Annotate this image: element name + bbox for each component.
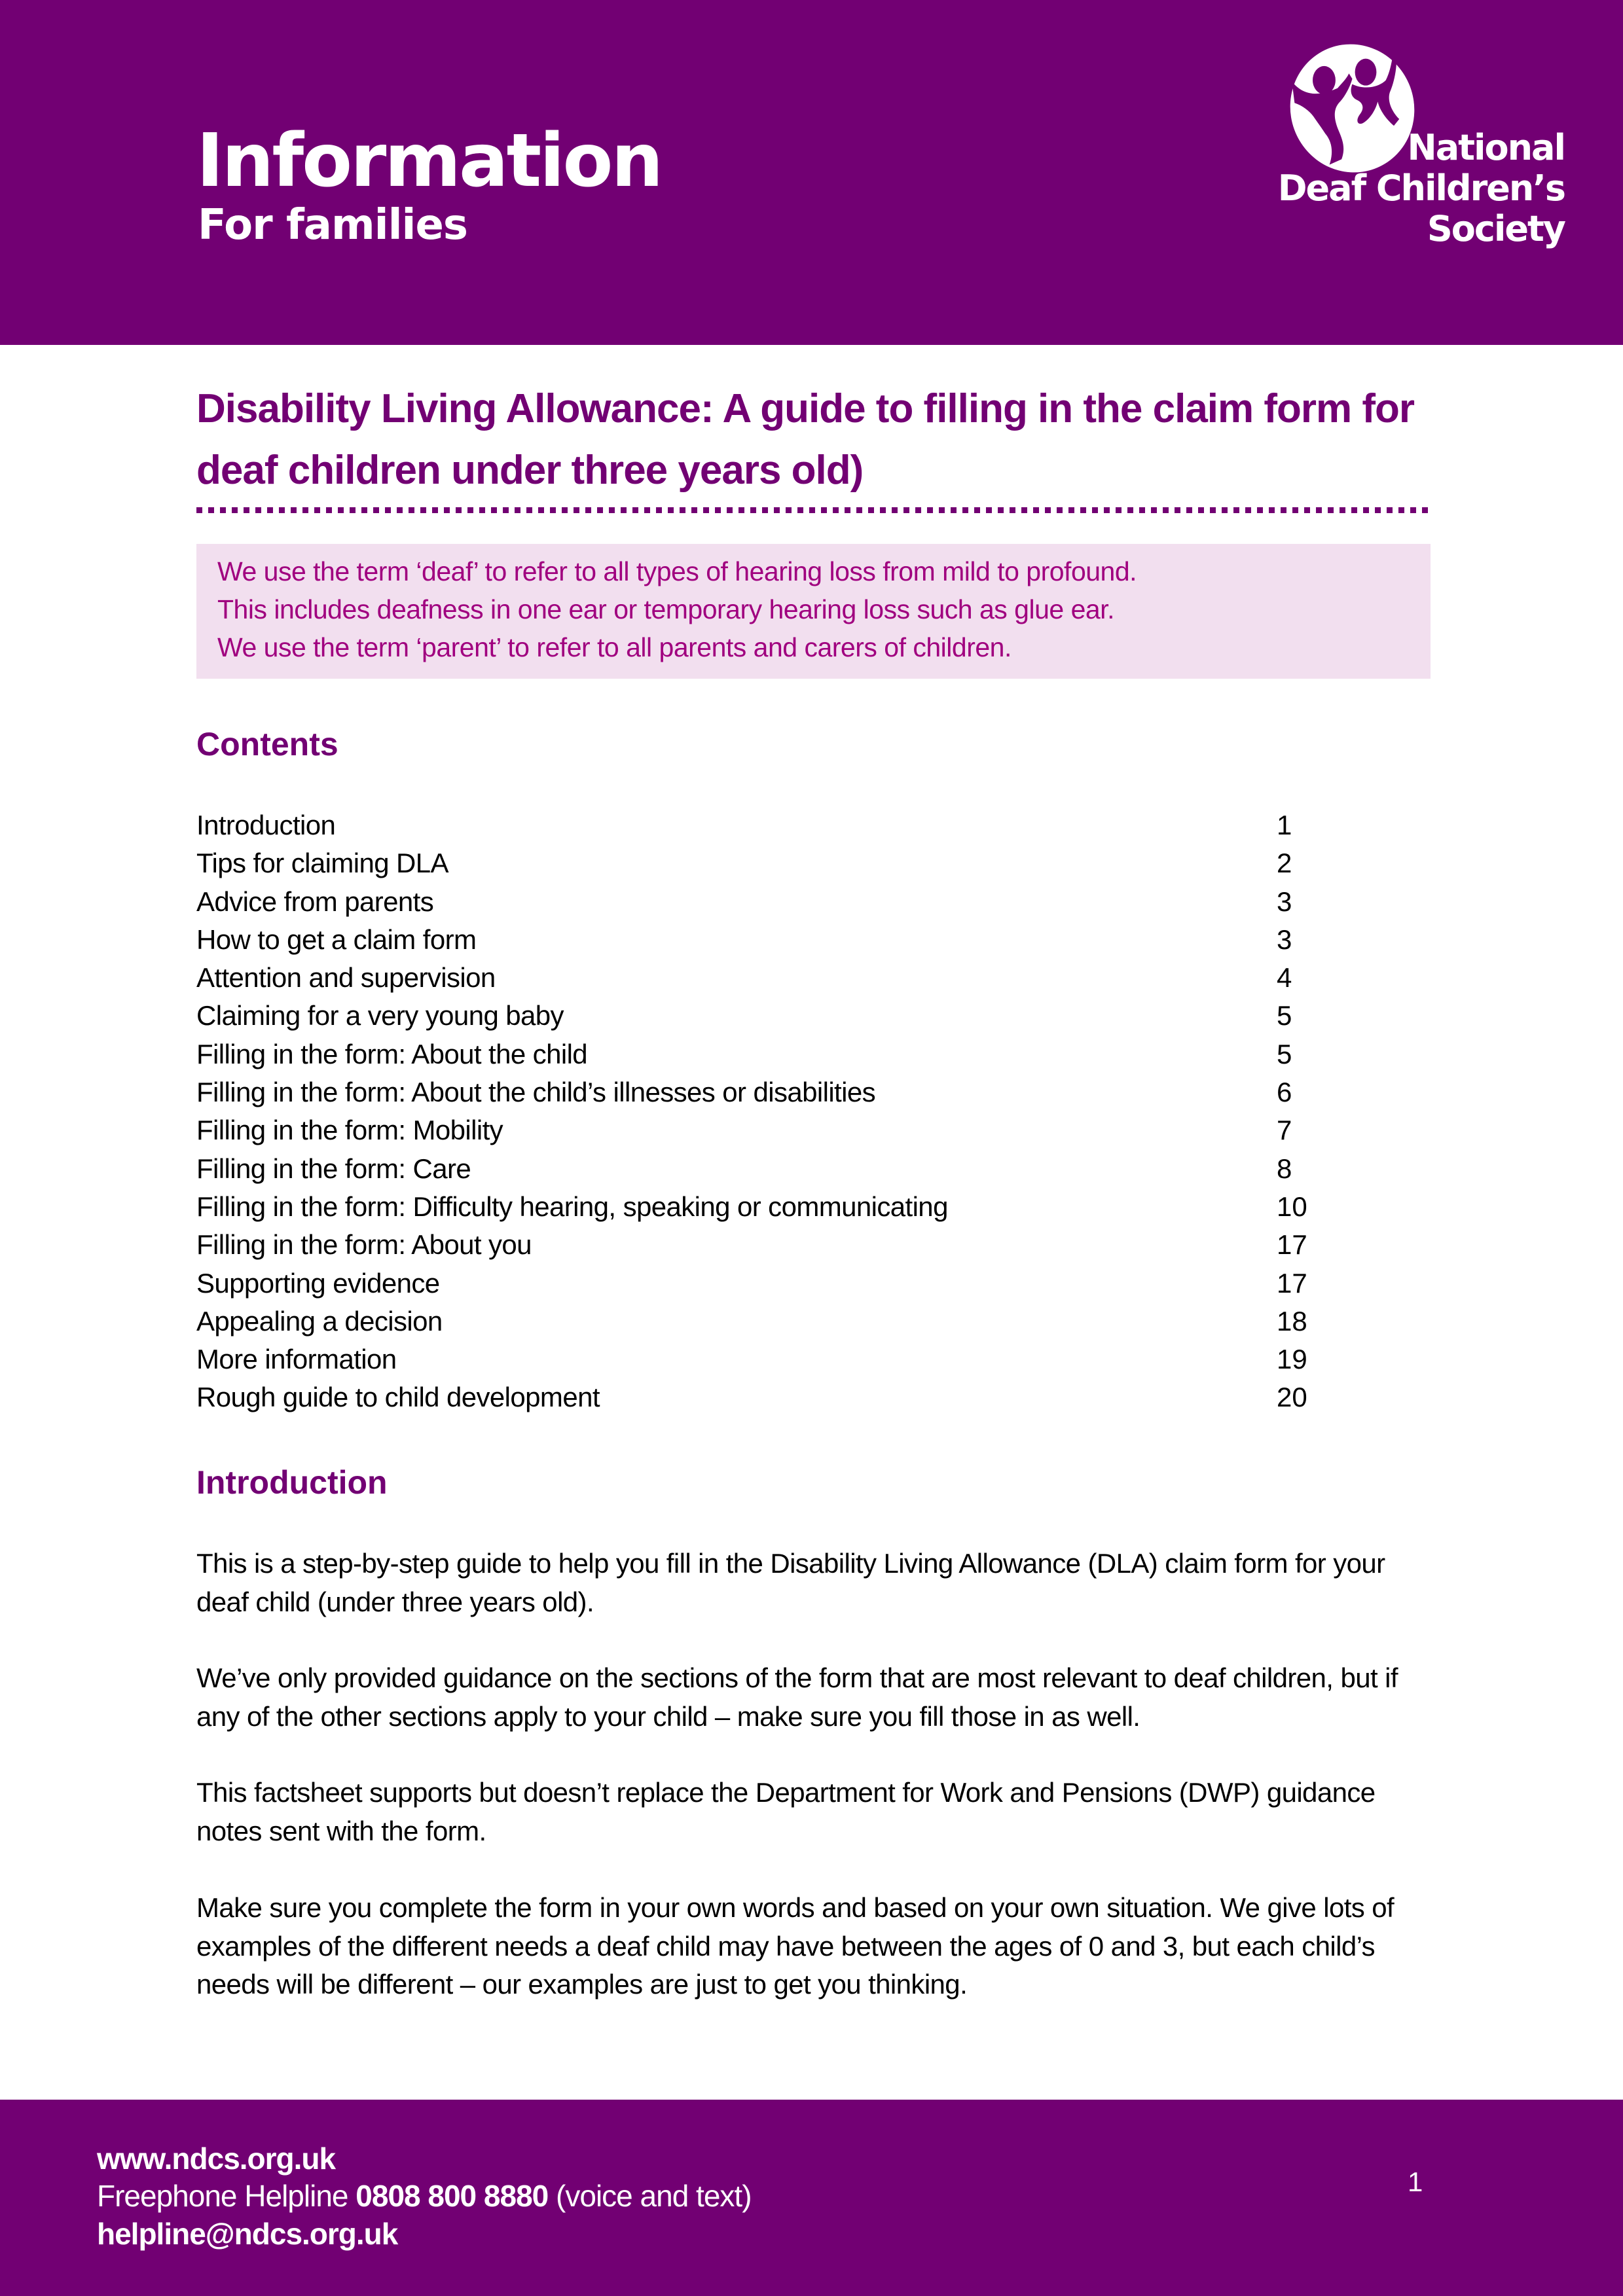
toc-entry-label: Attention and supervision: [196, 962, 496, 994]
toc-entry[interactable]: [196, 1267, 1309, 1308]
toc-entry-label: Filling in the form: About you: [196, 1229, 532, 1261]
footer-email-link[interactable]: helpline@ndcs.org.uk: [97, 2217, 398, 2251]
toc-entry-label: How to get a claim form: [196, 924, 477, 955]
toc-entry-page: 17: [1277, 1267, 1307, 1299]
toc-entry-page: 17: [1277, 1229, 1307, 1261]
toc-entry-label: Advice from parents: [196, 886, 434, 917]
toc-entry[interactable]: [196, 1079, 1309, 1117]
toc-entry[interactable]: [196, 1231, 1309, 1269]
toc-entry[interactable]: [196, 964, 1309, 1002]
helpline-number[interactable]: 0808 800 8880: [356, 2179, 549, 2213]
toc-entry-label: Filling in the form: About the child: [196, 1038, 588, 1069]
document-title: Disability Living Allowance: A guide to filling in the claim form for deaf children under three years old): [196, 386, 1415, 493]
toc-entry-label: Filling in the form: Difficulty hearing, speaking or communicating: [196, 1191, 948, 1222]
logo-wordmark: [1278, 128, 1565, 249]
footer-helpline: [97, 2181, 752, 2211]
toc-entry-label: Filling in the form: Mobility: [196, 1115, 503, 1146]
intro-paragraph: This is a step-by-step guide to help you fill in the Disability Living Allowance (DLA) claim form for your deaf child (under three years old).: [196, 1548, 1385, 1617]
toc-entry[interactable]: [196, 1117, 1309, 1155]
ndcs-logo: [1277, 36, 1568, 272]
helpline-suffix: (voice and text): [548, 2179, 752, 2213]
toc-entry-page: 2: [1277, 848, 1292, 879]
toc-entry-page: 20: [1277, 1382, 1307, 1413]
logo-line-2: Deaf Children’s: [1277, 168, 1565, 209]
toc-entry-page: 19: [1277, 1344, 1307, 1375]
table-of-contents: [196, 812, 1309, 1422]
toc-entry[interactable]: [196, 888, 1309, 926]
note-line: We use the term ‘parent’ to refer to all parents and carers of children.: [217, 632, 1012, 662]
toc-entry[interactable]: [196, 1193, 1309, 1231]
toc-entry-page: 5: [1277, 1038, 1292, 1069]
header-title: Information: [196, 118, 662, 204]
toc-entry-page: 4: [1277, 962, 1292, 994]
note-line: This includes deafness in one ear or temporary hearing loss such as glue ear.: [217, 594, 1114, 624]
header-banner: [0, 0, 1623, 345]
logo-line-3: Society: [1427, 208, 1565, 249]
toc-entry-label: Introduction: [196, 810, 336, 840]
page-number: 1: [1408, 2166, 1423, 2197]
helpline-prefix: Freephone Helpline: [97, 2179, 356, 2213]
toc-entry-label: Rough guide to child development: [196, 1382, 600, 1413]
footer-banner: [0, 2100, 1623, 2296]
intro-paragraph: Make sure you complete the form in your own words and based on your own situation. We give lots of examples of the different needs a deaf child may have between the ages of 0 and 3, but each child’s needs will be different – our examples are just to get you thinking.: [196, 1892, 1395, 2000]
toc-entry-page: 7: [1277, 1115, 1292, 1146]
toc-entry-page: 3: [1277, 886, 1292, 917]
toc-entry-page: 3: [1277, 924, 1292, 955]
intro-paragraph: We’ve only provided guidance on the sections of the form that are most relevant to deaf children, but if any of the other sections apply to your child – make sure you fill those in as well.: [196, 1662, 1398, 1732]
intro-paragraph: This factsheet supports but doesn’t replace the Department for Work and Pensions (DWP) guidance notes sent with the form.: [196, 1777, 1376, 1846]
note-line: We use the term ‘deaf’ to refer to all types of hearing loss from mild to profound.: [217, 556, 1137, 586]
toc-entry[interactable]: [196, 812, 1309, 850]
toc-entry[interactable]: [196, 1305, 1309, 1346]
title-dotted-divider: [196, 507, 1431, 513]
toc-entry-label: Tips for claiming DLA: [196, 848, 448, 879]
contents-heading: Contents: [196, 726, 338, 762]
toc-entry[interactable]: [196, 1346, 1309, 1384]
toc-entry[interactable]: [196, 926, 1309, 964]
toc-entry-page: 1: [1277, 810, 1292, 840]
header-subtitle: For families: [198, 201, 467, 249]
toc-entry[interactable]: [196, 850, 1309, 888]
toc-entry-label: More information: [196, 1344, 397, 1375]
introduction-heading: Introduction: [196, 1464, 388, 1501]
footer-website-link[interactable]: www.ndcs.org.uk: [97, 2142, 336, 2176]
terminology-note-box: [196, 544, 1431, 679]
toc-entry-page: 18: [1277, 1305, 1307, 1336]
toc-entry[interactable]: [196, 1384, 1309, 1422]
toc-entry-label: Supporting evidence: [196, 1267, 440, 1299]
toc-entry-page: 10: [1277, 1191, 1307, 1222]
toc-entry-label: Filling in the form: Care: [196, 1153, 471, 1184]
toc-entry[interactable]: [196, 1155, 1309, 1193]
toc-entry-page: 8: [1277, 1153, 1292, 1184]
logo-line-1: National: [1407, 127, 1565, 168]
toc-entry-page: 6: [1277, 1077, 1292, 1108]
toc-entry[interactable]: [196, 1038, 1309, 1079]
toc-entry[interactable]: [196, 1002, 1309, 1040]
toc-entry-label: Appealing a decision: [196, 1305, 443, 1336]
toc-entry-label: Filling in the form: About the child’s illnesses or disabilities: [196, 1077, 876, 1108]
toc-entry-page: 5: [1277, 1000, 1292, 1031]
toc-entry-label: Claiming for a very young baby: [196, 1000, 564, 1031]
